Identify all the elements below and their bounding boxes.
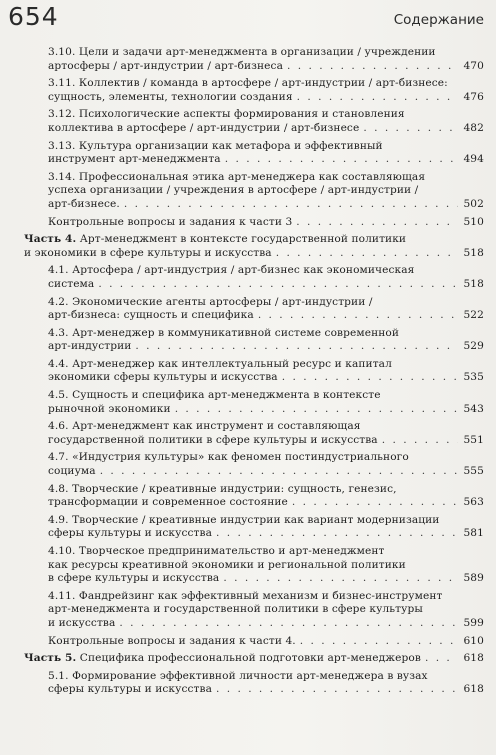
toc-entry — [24, 483, 484, 510]
toc-part-entry — [24, 233, 484, 260]
toc-entry — [24, 264, 484, 291]
toc-entry-line — [24, 233, 484, 247]
toc-line-text: 4.5. Сущность и специфика арт-менеджмента в контексте — [48, 389, 381, 402]
toc-entry — [24, 108, 484, 135]
toc-entry-last-line — [48, 340, 484, 354]
page-number: 654 — [8, 2, 59, 31]
toc-page-number: 610 — [463, 634, 484, 647]
toc-entry — [24, 635, 484, 649]
toc-part-entry — [24, 652, 484, 666]
toc-line-text: Арт-менеджмент в контексте государственной политики — [79, 233, 407, 246]
dot-leader — [296, 216, 458, 230]
toc-entry-line — [48, 264, 484, 278]
toc-line-text: трансформации и современное состояние — [48, 496, 288, 509]
toc-entry-line — [48, 559, 484, 573]
toc-entry — [24, 296, 484, 323]
dot-leader — [98, 278, 458, 292]
toc-line-text: и искусства — [48, 616, 116, 629]
toc-entry-line — [48, 108, 484, 122]
toc-entry-last-line — [48, 371, 484, 385]
dot-leader — [119, 617, 458, 631]
dot-leader — [297, 91, 458, 105]
toc-line-text: 3.11. Коллектив / команда в артосфере / арт-индустрии / арт-бизнесе: — [48, 77, 448, 90]
toc-entry-line — [48, 451, 484, 465]
toc-line-text: 3.13. Культура организации как метафора и эффективный — [48, 139, 383, 152]
toc-entry-text — [48, 91, 293, 105]
toc-line-text: 5.1. Формирование эффективной личности арт-менеджера в вузах — [48, 669, 428, 682]
dot-leader — [216, 527, 458, 541]
toc-entry — [24, 670, 484, 697]
toc-page-number: 563 — [463, 496, 484, 509]
toc-entry-last-line — [48, 635, 484, 649]
part-label: Часть 5. — [24, 652, 77, 665]
toc-line-text: система — [48, 277, 95, 290]
toc-page-number: 618 — [463, 652, 484, 665]
toc-entry-line — [48, 514, 484, 528]
toc-page-number: 535 — [463, 371, 484, 384]
toc-entry-last-line — [48, 617, 484, 631]
toc-entry-line — [48, 46, 484, 60]
toc-entry-last-line — [48, 153, 484, 167]
toc-entry-text — [48, 527, 212, 541]
toc-line-text: как ресурсы креативной экономики и региональной политики — [48, 558, 406, 571]
toc-entry-line — [48, 670, 484, 684]
toc-line-text: сферы культуры и искусства — [48, 527, 212, 540]
toc-entry-last-line — [48, 309, 484, 323]
toc-line-text: арт-бизнеса: сущность и специфика — [48, 309, 254, 322]
toc-entry — [24, 327, 484, 354]
toc-page-number: 470 — [463, 59, 484, 72]
toc-line-text: Контрольные вопросы и задания к части 4. — [48, 634, 296, 647]
toc-entry-text — [48, 278, 94, 292]
dot-leader — [300, 635, 458, 649]
toc-entry-last-line — [48, 403, 484, 417]
toc-line-text: государственной политики в сфере культуры и искусства — [48, 433, 378, 446]
toc-entry-text — [48, 216, 292, 230]
dot-leader — [287, 60, 458, 74]
toc-page-number: 482 — [463, 121, 484, 134]
toc-page-number: 555 — [463, 465, 484, 478]
toc-line-text: 3.12. Психологические аспекты формирования и становления — [48, 108, 405, 121]
toc-entry-line — [48, 296, 484, 310]
toc-page-number: 551 — [463, 433, 484, 446]
toc-entry-text — [48, 683, 212, 697]
toc-entry-last-line — [48, 496, 484, 510]
toc-entry-text — [48, 371, 278, 385]
dot-leader — [382, 434, 458, 448]
toc-entry-last-line — [48, 278, 484, 292]
toc-entry-line — [48, 327, 484, 341]
toc-entry-text — [48, 434, 378, 448]
toc-entry-text — [48, 153, 221, 167]
toc-entry-text — [48, 198, 120, 212]
toc-entry — [24, 514, 484, 541]
table-of-contents — [24, 46, 484, 701]
dot-leader — [425, 652, 458, 666]
toc-line-text: 4.2. Экономические агенты артосферы / арт-индустрии / — [48, 295, 373, 308]
toc-entry-last-line — [48, 434, 484, 448]
toc-line-text: рыночной экономики — [48, 402, 171, 415]
dot-leader — [175, 403, 458, 417]
toc-entry-line — [48, 590, 484, 604]
dot-leader — [225, 153, 458, 167]
toc-line-text: арт-индустрии — [48, 340, 132, 353]
toc-entry-last-line — [48, 527, 484, 541]
toc-entry-text — [48, 60, 283, 74]
toc-entry-text — [48, 617, 115, 631]
dot-leader — [124, 198, 458, 212]
dot-leader — [216, 683, 458, 697]
toc-entry-line — [48, 171, 484, 185]
part-label: Часть 4. — [24, 233, 77, 246]
toc-entry-last-line — [48, 122, 484, 136]
dot-leader — [282, 371, 458, 385]
toc-entry-text — [48, 635, 296, 649]
toc-entry-line — [48, 420, 484, 434]
toc-entry-text — [48, 465, 96, 479]
toc-line-text: 4.1. Артосфера / арт-индустрия / арт-бизнес как экономическая — [48, 264, 415, 277]
toc-entry-last-line — [48, 91, 484, 105]
toc-entry — [24, 389, 484, 416]
toc-page-number: 529 — [463, 340, 484, 353]
toc-line-text: 4.9. Творческие / креативные индустрии как вариант модернизации — [48, 513, 440, 526]
toc-page-number: 543 — [463, 402, 484, 415]
toc-page-number: 599 — [463, 616, 484, 629]
toc-line-text: инструмент арт-менеджмента — [48, 153, 221, 166]
toc-line-text: арт-менеджмента и государственной политики в сфере культуры — [48, 603, 423, 616]
toc-entry-line — [48, 545, 484, 559]
toc-entry-line — [48, 140, 484, 154]
toc-line-text: сущность, элементы, технологии создания — [48, 90, 293, 103]
toc-page-number: 581 — [463, 527, 484, 540]
toc-entry — [24, 46, 484, 73]
toc-line-text: и экономики в сфере культуры и искусства — [24, 246, 272, 259]
toc-line-text: сферы культуры и искусства — [48, 683, 212, 696]
toc-line-text: 4.10. Творческое предпринимательство и арт-менеджмент — [48, 545, 385, 557]
toc-page-number: 476 — [463, 90, 484, 103]
toc-entry — [24, 545, 484, 586]
toc-line-text: 4.4. Арт-менеджер как интеллектуальный ресурс и капитал — [48, 357, 392, 370]
toc-line-text: 4.6. Арт-менеджмент как инструмент и составляющая — [48, 420, 361, 433]
toc-entry-text — [48, 309, 254, 323]
toc-line-text: арт-бизнесе. — [48, 197, 120, 210]
toc-entry — [24, 420, 484, 447]
toc-entry-text — [48, 340, 131, 354]
toc-entry-last-line — [48, 60, 484, 74]
toc-entry — [24, 358, 484, 385]
dot-leader — [135, 340, 458, 354]
toc-page-number: 502 — [463, 197, 484, 210]
toc-entry-last-line — [24, 247, 484, 261]
toc-entry-last-line — [24, 652, 484, 666]
toc-entry-text — [48, 403, 171, 417]
toc-entry — [24, 451, 484, 478]
dot-leader — [258, 309, 458, 323]
toc-entry-last-line — [48, 683, 484, 697]
toc-page-number: 522 — [463, 309, 484, 322]
toc-page-number: 589 — [463, 572, 484, 585]
toc-entry-last-line — [48, 465, 484, 479]
toc-page-number: 494 — [463, 153, 484, 166]
toc-entry — [24, 171, 484, 212]
toc-line-text: успеха организации / учреждения в артосфере / арт-индустрии / — [48, 184, 419, 197]
toc-entry-line — [48, 77, 484, 91]
toc-entry-text — [24, 652, 421, 666]
toc-entry — [24, 590, 484, 631]
dot-leader — [276, 247, 458, 261]
toc-line-text: экономики сферы культуры и искусства — [48, 371, 278, 384]
toc-line-text: Специфика профессиональной подготовки арт-менеджеров — [79, 652, 421, 665]
running-header-title: Содержание — [393, 12, 484, 28]
dot-leader — [223, 572, 458, 586]
toc-line-text: 4.11. Фандрейзинг как эффективный механизм и бизнес-инструмент — [48, 589, 443, 602]
toc-line-text: 3.10. Цели и задачи арт-менеджмента в организации / учреждении — [48, 46, 436, 58]
toc-entry — [24, 140, 484, 167]
toc-entry — [24, 77, 484, 104]
toc-entry-line — [48, 389, 484, 403]
toc-line-text: 3.14. Профессиональная этика арт-менеджера как составляющая — [48, 170, 426, 183]
toc-entry-text — [24, 247, 272, 261]
toc-line-text: 4.3. Арт-менеджер в коммуникативной системе современной — [48, 326, 400, 339]
toc-entry-line — [48, 184, 484, 198]
toc-entry-line — [48, 603, 484, 617]
toc-line-text: социума — [48, 465, 96, 478]
toc-entry-line — [48, 483, 484, 497]
toc-page-number: 510 — [463, 215, 484, 228]
toc-entry-line — [48, 358, 484, 372]
toc-entry-last-line — [48, 216, 484, 230]
toc-entry-text — [48, 496, 288, 510]
dot-leader — [100, 465, 458, 479]
toc-entry-last-line — [48, 198, 484, 212]
toc-line-text: 4.7. «Индустрия культуры» как феномен постиндустриального — [48, 451, 409, 464]
toc-line-text: 4.8. Творческие / креативные индустрии: сущность, генезис, — [48, 482, 397, 495]
toc-entry — [24, 216, 484, 230]
toc-page-number: 518 — [463, 277, 484, 290]
toc-entry-text — [48, 122, 359, 136]
toc-page-number: 618 — [463, 683, 484, 696]
dot-leader — [363, 122, 458, 136]
toc-line-text: в сфере культуры и искусства — [48, 572, 220, 585]
toc-entry-last-line — [48, 572, 484, 586]
toc-line-text: коллектива в артосфере / арт-индустрии / арт-бизнесе — [48, 121, 360, 134]
toc-line-text: артосферы / арт-индустрии / арт-бизнеса — [48, 59, 283, 72]
toc-page-number: 518 — [463, 246, 484, 259]
toc-line-text: Контрольные вопросы и задания к части 3 — [48, 215, 293, 228]
dot-leader — [292, 496, 458, 510]
toc-entry-text — [48, 572, 219, 586]
